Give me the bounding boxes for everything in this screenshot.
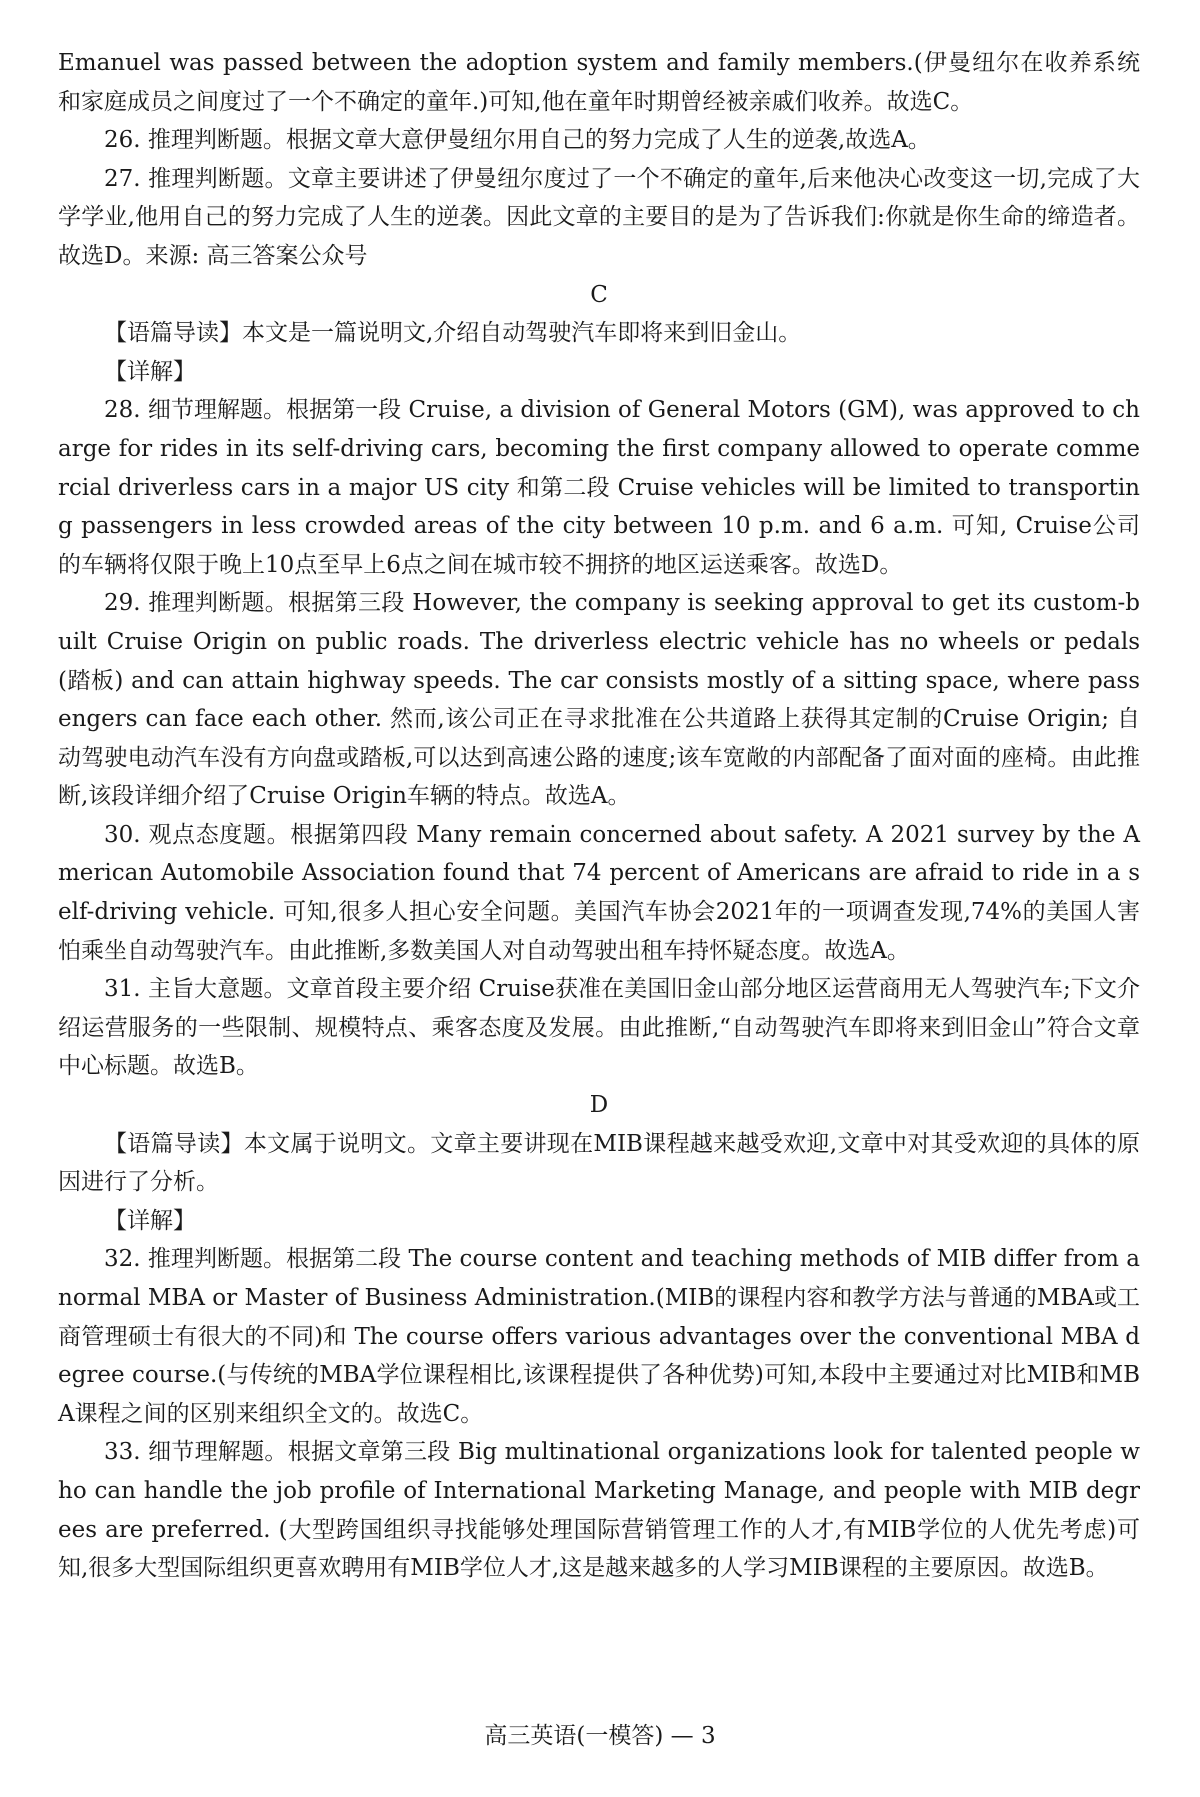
paragraph-q28: 28. 细节理解题。根据第一段 Cruise, a division of General Motors (GM), was approved to charge for rides in its self-driving cars, becoming the first company allowed to operate commercial driverless cars in a major US city 和第二段 Cruise vehicles will be limited to transporting passengers in less crowded areas of the city between 10 p.m. and 6 a.m. 可知, Cruise公司的车辆将仅限于晚上10点至早上6点之间在城市较不拥挤的地区运送乘客。故选D。	[58, 397, 1140, 578]
answer-sheet-page	[58, 44, 1140, 1588]
section-letter-c: C	[590, 281, 608, 308]
section-d-detail-heading: 【详解】	[104, 1207, 196, 1234]
page-footer: 高三英语(一模答) — 3	[484, 1723, 716, 1749]
paragraph-q26: 26. 推理判断题。根据文章大意伊曼纽尔用自己的努力完成了人生的逆袭,故选A。	[104, 127, 931, 154]
paragraph-q27: 27. 推理判断题。文章主要讲述了伊曼纽尔度过了一个不确定的童年,后来他决心改变这一切,完成了大学学业,他用自己的努力完成了人生的逆袭。因此文章的主要目的是为了告诉我们:你就是你生命的缔造者。故选D。来源: 高三答案公众号	[58, 165, 1140, 269]
paragraph-q33: 33. 细节理解题。根据文章第三段 Big multinational organizations look for talented people who can handle the job profile of International Marketing Manage, and people with MIB degrees are preferred. (大型跨国组织寻找能够处理国际营销管理工作的人才,有MIB学位的人优先考虑)可知,很多大型国际组织更喜欢聘用有MIB学位人才,这是越来越多的人学习MIB课程的主要原因。故选B。	[58, 1439, 1140, 1582]
section-c-detail-heading: 【详解】	[104, 358, 196, 385]
paragraph-q30: 30. 观点态度题。根据第四段 Many remain concerned about safety. A 2021 survey by the American Automobile Association found that 74 percent of Americans are afraid to ride in a self-driving vehicle. 可知,很多人担心安全问题。美国汽车协会2021年的一项调查发现,74%的美国人害怕乘坐自动驾驶汽车。由此推断,多数美国人对自动驾驶出租车持怀疑态度。故选A。	[58, 821, 1140, 964]
paragraph-q29: 29. 推理判断题。根据第三段 However, the company is seeking approval to get its custom-built Cruise Origin on public roads. The driverless electric vehicle has no wheels or pedals (踏板) and can attain highway speeds. The car consists mostly of a sitting space, where passengers can face each other. 然而,该公司正在寻求批准在公共道路上获得其定制的Cruise Origin; 自动驾驶电动汽车没有方向盘或踏板,可以达到高速公路的速度;该车宽敞的内部配备了面对面的座椅。由此推断,该段详细介绍了Cruise Origin车辆的特点。故选A。	[58, 590, 1140, 810]
section-c-intro: 【语篇导读】本文是一篇说明文,介绍自动驾驶汽车即将来到旧金山。	[104, 320, 802, 347]
paragraph-q31: 31. 主旨大意题。文章首段主要介绍 Cruise获准在美国旧金山部分地区运营商用无人驾驶汽车;下文介绍运营服务的一些限制、规模特点、乘客态度及发展。由此推断,“自动驾驶汽车即将来到旧金山”符合文章中心标题。故选B。	[58, 976, 1140, 1080]
section-letter-d: D	[589, 1092, 609, 1119]
section-d-intro: 【语篇导读】本文属于说明文。文章主要讲现在MIB课程越来越受欢迎,文章中对其受欢迎的具体的原因进行了分析。	[58, 1130, 1140, 1196]
paragraph-top-1: Emanuel was passed between the adoption system and family members.(伊曼纽尔在收养系统和家庭成员之间度过了一个不确定的童年.)可知,他在童年时期曾经被亲戚们收养。故选C。	[58, 50, 1140, 115]
paragraph-q32: 32. 推理判断题。根据第二段 The course content and teaching methods of MIB differ from a normal MBA or Master of Business Administration.(MIB的课程内容和教学方法与普通的MBA或工商管理硕士有很大的不同)和 The course offers various advantages over the conventional MBA degree course.(与传统的MBA学位课程相比,该课程提供了各种优势)可知,本段中主要通过对比MIB和MBA课程之间的区别来组织全文的。故选C。	[58, 1246, 1140, 1427]
